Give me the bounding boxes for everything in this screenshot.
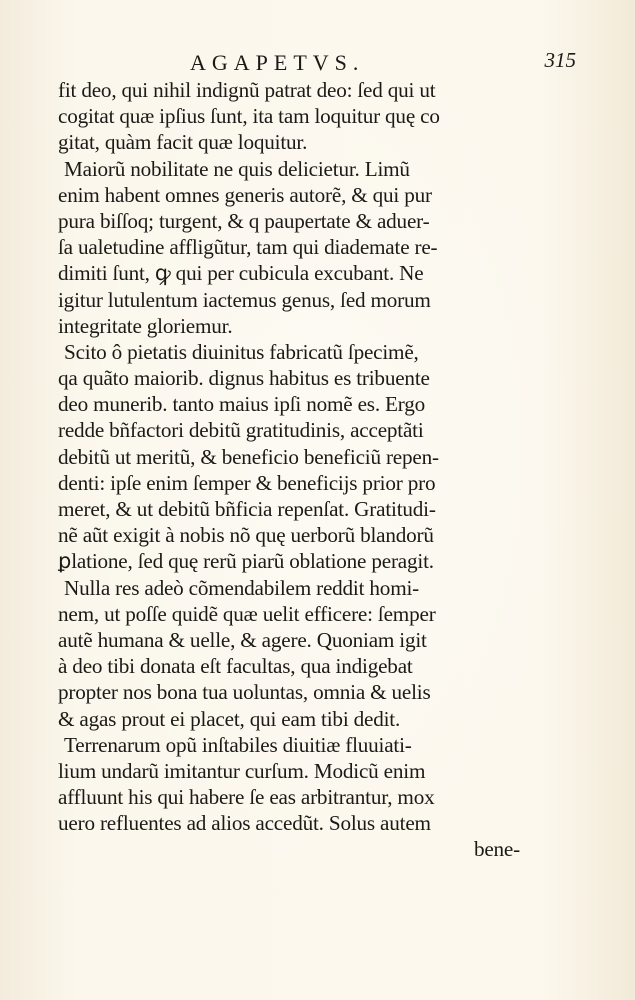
page-number: 315 [544, 48, 576, 72]
text-line: meret, & ut debitũ bñficia repenſat. Gratitudi- [58, 497, 436, 521]
text-line: qa quãto maiorib. dignus habitus es tribuente [58, 366, 430, 391]
text-line: enim habent omnes generis autorẽ, & qui pur [58, 182, 432, 207]
page-header [58, 44, 576, 78]
text-line: ſa ualetudine affligũtur, tam qui diademate re- [58, 235, 438, 260]
text-block [58, 77, 520, 863]
text-line: cogitat quæ ipſius ſunt, ita tam loquitur quę co [58, 104, 440, 129]
paragraph-start-line: Scito ô pietatis diuinitus fabricatũ ſpecimẽ, [64, 339, 419, 364]
paragraph-start-line: Nulla res adeò cõmendabilem reddit homi- [64, 575, 420, 600]
text-line: pura biſſoq; turgent, & q paupertate & aduer- [58, 208, 430, 233]
running-title: AGAPETVS. [190, 50, 365, 75]
text-line: denti: ipſe enim ſemper & beneficijs prior pro [58, 470, 436, 495]
text-line: deo munerib. tanto maius ipſi nomẽ es. Ergo [58, 392, 426, 417]
text-line: à deo tibi donata eſt facultas, qua indigebat [58, 654, 413, 679]
text-line: dimiti ſunt, ꝙ qui per cubicula excubant. Ne [58, 261, 424, 286]
text-line: ꝑlatione, ſed quę rerũ piarũ oblatione peragit. [58, 549, 434, 574]
text-line: autẽ humana & uelle, & agere. Quoniam igit [58, 627, 427, 652]
text-line: nem, ut poſſe quidẽ quæ uelit efficere: ſemper [58, 601, 436, 626]
catchword: bene- [473, 837, 520, 862]
text-line: redde bñfactori debitũ gratitudinis, acceptãti [58, 418, 424, 443]
text-line: fit deo, qui nihil indignũ patrat deo: ſed qui ut [58, 78, 436, 102]
text-line: uero refluentes ad alios accedũt. Solus autem [58, 811, 431, 836]
text-line: affluunt his qui habere ſe eas arbitrantur, mox [58, 785, 435, 810]
paragraph-start-line: Terrenarum opũ inſtabiles diuitiæ fluuiati- [64, 732, 412, 757]
text-line: gitat, quàm facit quæ loquitur. [58, 130, 308, 155]
text-line: integritate gloriemur. [58, 313, 233, 338]
text-line: nẽ aũt exigit à nobis nõ quę uerborũ blandorũ [58, 523, 434, 548]
text-line: propter nos bona tua uoluntas, omnia & uelis [58, 680, 431, 705]
text-line: & agas prout ei placet, qui eam tibi dedit. [58, 706, 401, 731]
text-line: lium undarũ imitantur curſum. Modicũ enim [58, 758, 426, 783]
text-line: igitur lutulentum iactemus genus, ſed morum [58, 287, 431, 312]
text-line: debitũ ut meritũ, & beneficio beneficiũ repen- [58, 444, 439, 469]
paragraph-start-line: Maiorũ nobilitate ne quis delicietur. Limũ [64, 156, 410, 181]
